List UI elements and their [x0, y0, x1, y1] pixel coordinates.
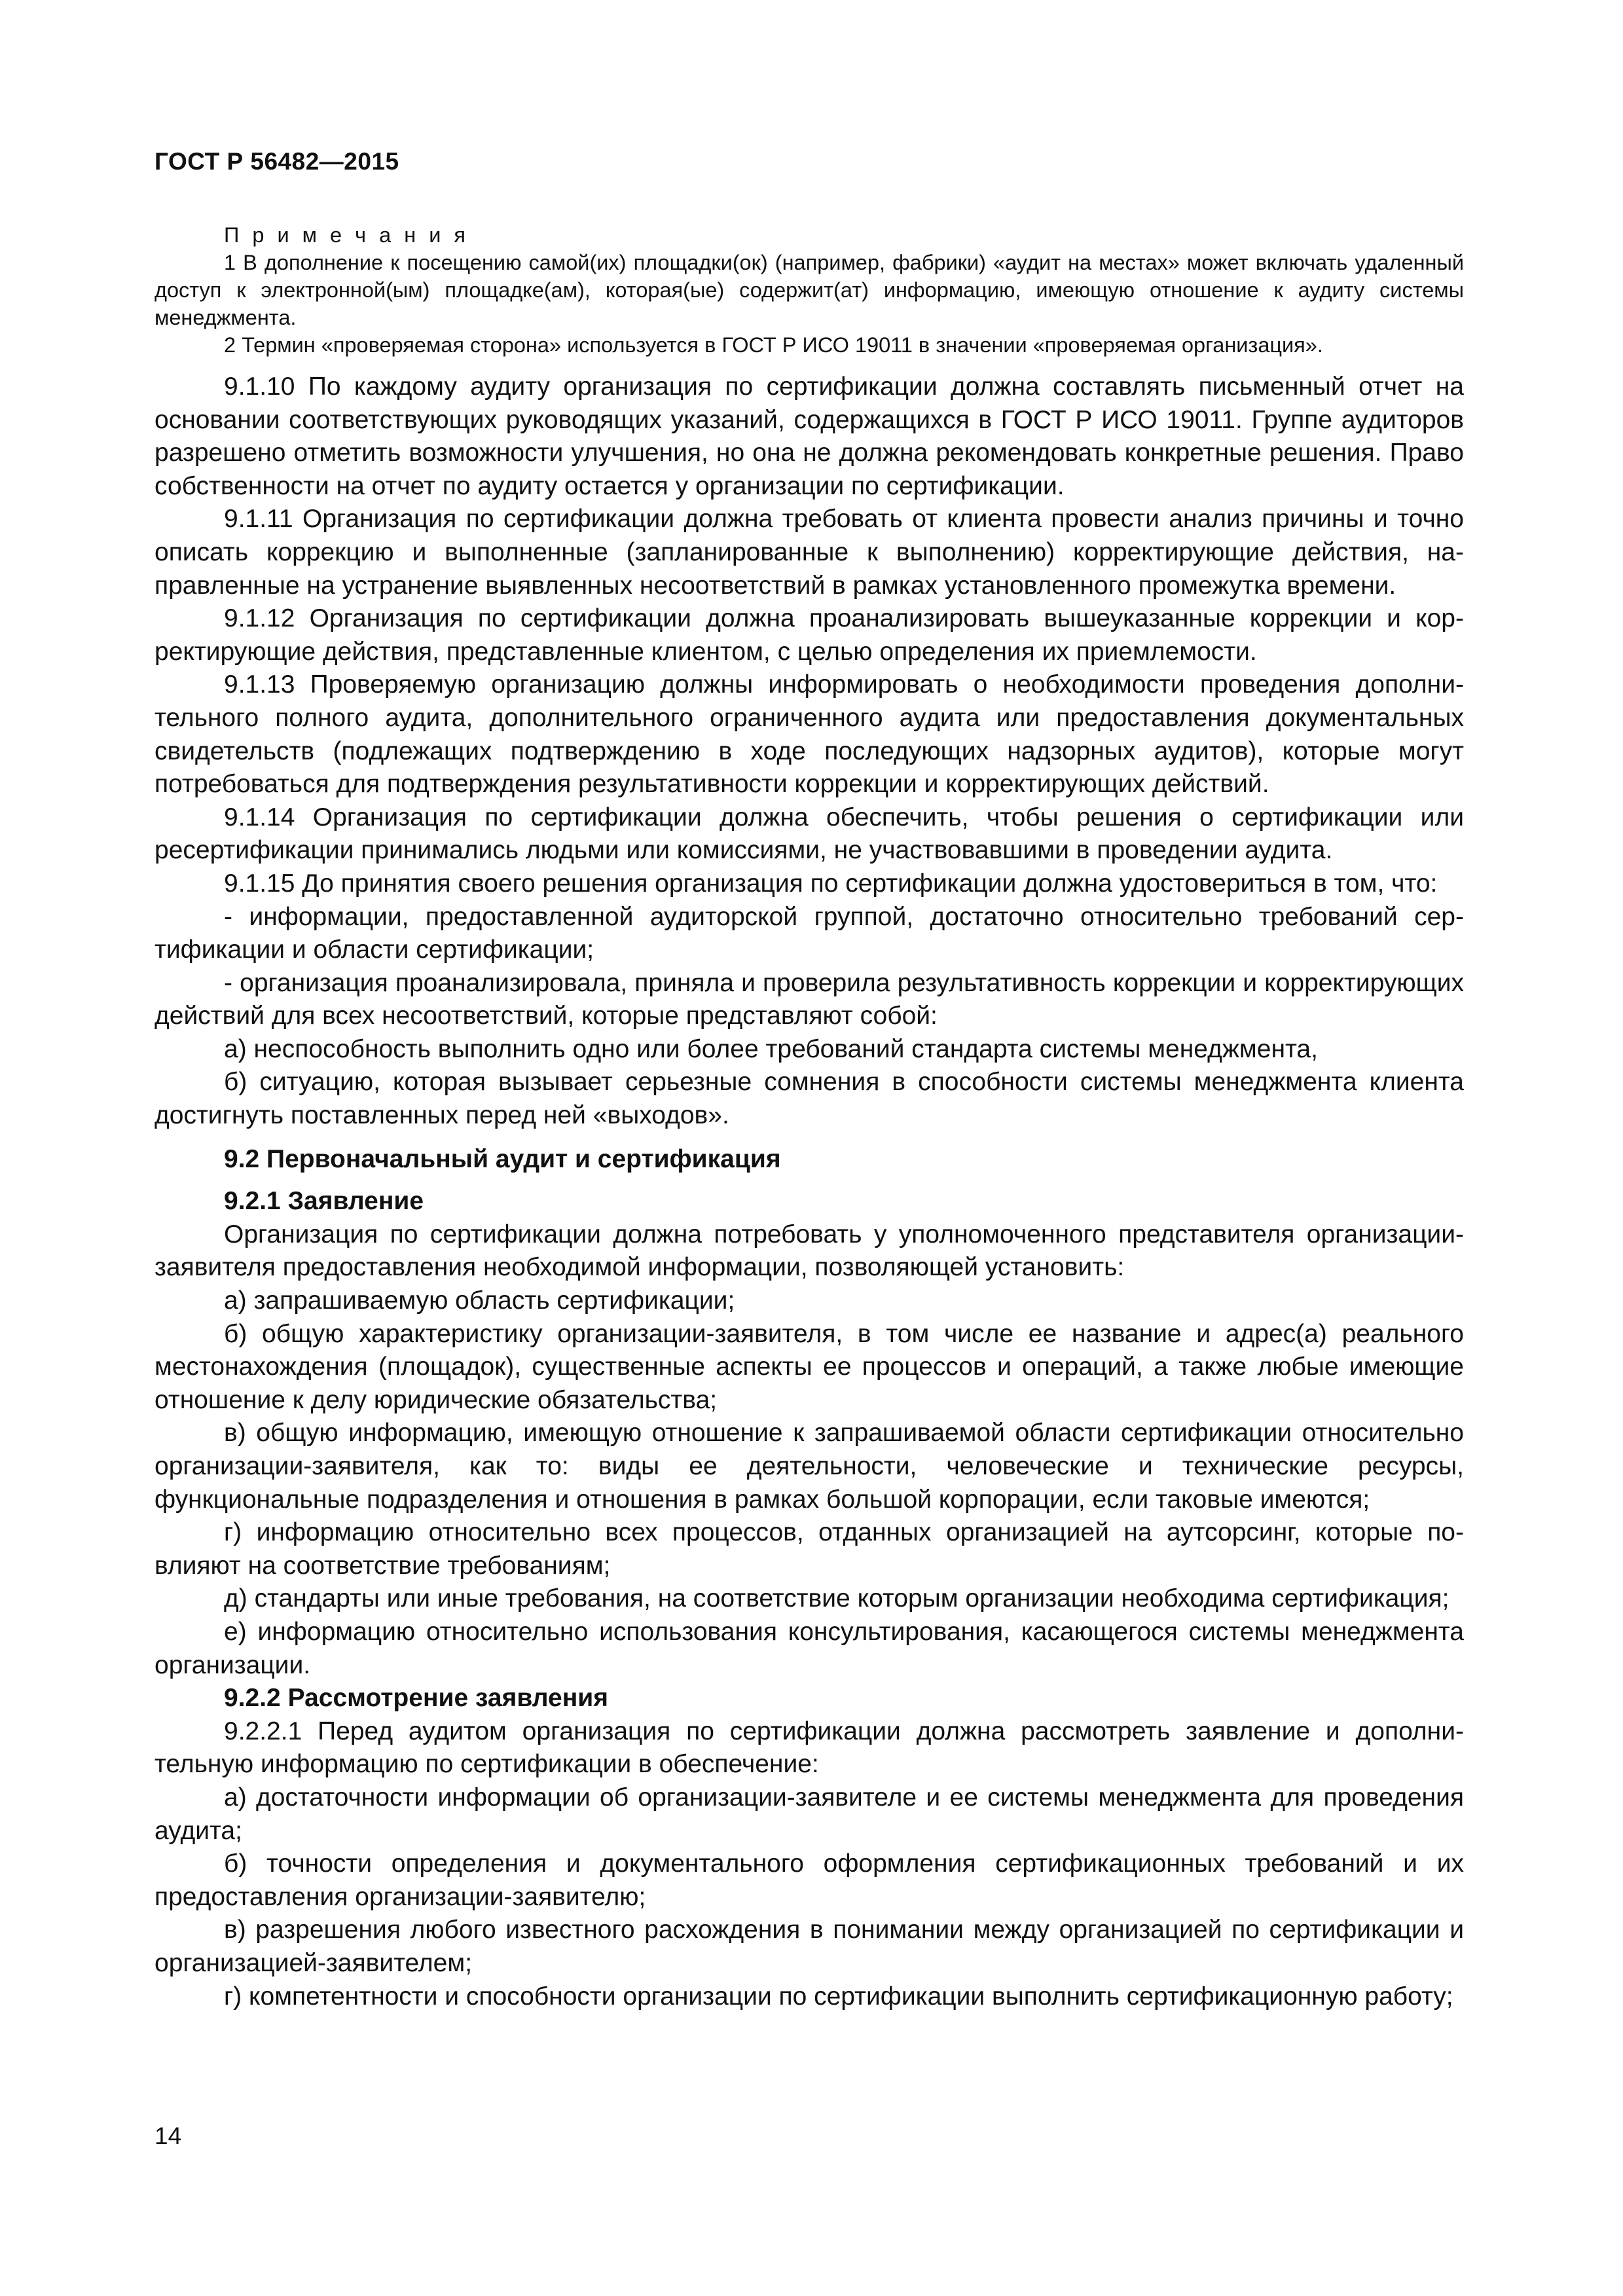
paragraph-9-1-14: 9.1.14 Организация по сертификации должна обеспечить, чтобы решения о сертификации или ресертификации принимались людьми или комиссиями, не участвовавшими в проведении аудита. — [155, 803, 1464, 865]
list-item: - информации, предоставленной аудиторской группой, достаточно относительно требований сертификации и области сертификации; — [155, 902, 1464, 964]
list-item: г) информацию относительно всех процессов, отданных организацией на аутсорсинг, которые повлияют на соответствие требованиям; — [155, 1518, 1464, 1580]
list-item: а) достаточности информации об организации-заявителе и ее системы менеджмента для проведения аудита; — [155, 1783, 1464, 1845]
list-item: б) ситуацию, которая вызывает серьезные сомнения в способности системы менеджмента клиента достигнуть поставленных перед ней «выходов». — [155, 1068, 1464, 1130]
list-item: а) неспособность выполнить одно или более требований стандарта системы менеджмента, — [224, 1034, 1318, 1063]
paragraph-9-1-12: 9.1.12 Организация по сертификации должна проанализировать вышеуказанные коррекции и корректирующие действия, представленные клиентом, с целью определения их приемлемости. — [155, 604, 1464, 666]
list-item: в) общую информацию, имеющую отношение к запрашиваемой области сертификации относительно организации-заявителя, как то: виды ее деятельности, человеческие и технические ресурсы, функциональные подразделения и отношения в рамках большой корпорации, если таковые имеются; — [155, 1419, 1464, 1514]
note-item: 2 Термин «проверяемая сторона» используется в ГОСТ Р ИСО 19011 в значении «проверяемая организация». — [224, 333, 1323, 357]
paragraph-9-2-2-1: 9.2.2.1 Перед аудитом организация по сертификации должна рассмотреть заявление и дополнительную информацию по сертификации в обеспечение: — [155, 1717, 1464, 1779]
subsection-heading-9-2-2: 9.2.2 Рассмотрение заявления — [224, 1684, 609, 1713]
paragraph: Организация по сертификации должна потребовать у уполномоченного представителя организации-заявителя предоставления необходимой информации, позволяющей установить: — [155, 1220, 1464, 1282]
list-item: е) информацию относительно использования консультирования, касающегося системы менеджмента организации. — [155, 1617, 1464, 1679]
list-item: д) стандарты или иные требования, на соответствие которым организации необходима сертификация; — [224, 1584, 1450, 1613]
paragraph-9-1-13: 9.1.13 Проверяемую организацию должны информировать о необходимости проведения дополнительного полного аудита, дополнительного ограниченного аудита или предоставления документальных свидетельств (подлежащих подтверждению в ходе последующих надзорных аудитов), которые могут потребоваться для подтверждения результативности коррекции и корректирующих действий. — [155, 670, 1464, 799]
list-item: б) точности определения и документального оформления сертификационных требований и их предоставления организации-заявителю; — [155, 1850, 1464, 1911]
list-item: а) запрашиваемую область сертификации; — [224, 1286, 735, 1315]
paragraph-9-1-10: 9.1.10 По каждому аудиту организация по сертификации должна составлять письменный отчет на основании соответствующих руководящих указаний, содержащихся в ГОСТ Р ИСО 19011. Группе аудиторов разрешено отметить возможности улучшения, но она не должна рекомендовать конкретные решения. Право собственности на отчет по аудиту остается у организации по сертификации. — [155, 373, 1464, 500]
section-heading-9-2: 9.2 Первоначальный аудит и сертификация — [224, 1144, 781, 1173]
document-body — [155, 221, 1464, 2013]
notes-block — [155, 221, 1464, 359]
paragraph-9-1-15: 9.1.15 До принятия своего решения организация по сертификации должна удостовериться в том, что: — [224, 869, 1438, 898]
subsection-heading-9-2-1: 9.2.1 Заявление — [224, 1187, 424, 1216]
list-item: - организация проанализировала, приняла и проверила результативность коррекции и корректирующих действий для всех несоответствий, которые представляют собой: — [155, 968, 1464, 1030]
list-item: в) разрешения любого известного расхождения в понимании между организацией по сертификации и организацией-заявителем; — [155, 1916, 1464, 1977]
page-number: 14 — [155, 2123, 182, 2149]
document-header: ГОСТ Р 56482—2015 — [155, 148, 399, 175]
list-item: б) общую характеристику организации-заявителя, в том числе ее название и адрес(а) реального местонахождения (площадок), существенные аспекты ее процессов и операций, а также любые имеющие отношение к делу юридические обязательства; — [155, 1319, 1464, 1414]
note-item: 1 В дополнение к посещению самой(их) площадки(ок) (например, фабрики) «аудит на местах» может включать удаленный доступ к электронной(ым) площадке(ам), которая(ые) содержит(ат) информацию, имеющую отношение к аудиту системы менеджмента. — [155, 251, 1464, 329]
paragraph-9-1-11: 9.1.11 Организация по сертификации должна требовать от клиента провести анализ причины и точно описать коррекцию и выполненные (запланированные к выполнению) корректирующие действия, направленные на устранение выявленных несоответствий в рамках установленного промежутка времени. — [155, 505, 1464, 600]
list-item: г) компетентности и способности организации по сертификации выполнить сертификационную работу; — [224, 1982, 1453, 2011]
notes-title: П р и м е ч а н и я — [224, 223, 469, 247]
